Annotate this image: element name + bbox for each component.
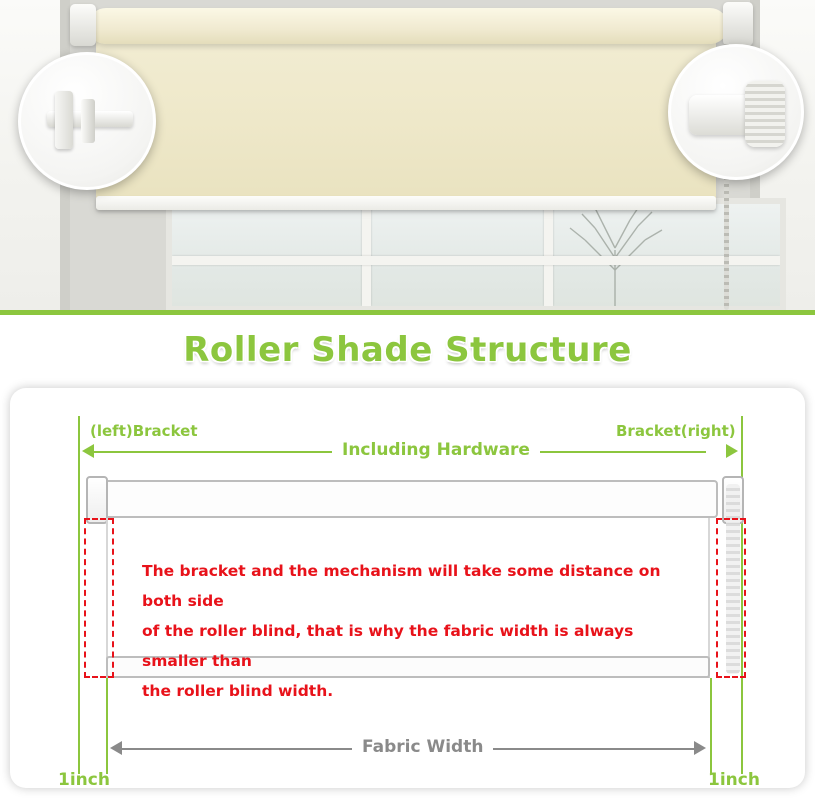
window-glass-area: [166, 198, 786, 312]
roller-end-cap-left: [70, 4, 96, 46]
label-including-hardware: Including Hardware: [332, 440, 540, 460]
guide-line-left-outer: [78, 416, 80, 774]
page-title: Roller Shade Structure: [183, 330, 632, 370]
left-bracket-closeup: [18, 52, 156, 190]
window-mullion-horizontal: [172, 256, 780, 265]
arrow-head-right: [726, 444, 738, 458]
section-divider: [0, 310, 815, 315]
right-inch-dashed-box: [716, 518, 746, 678]
arrow-head-right: [694, 741, 706, 755]
bracket-left-shape: [86, 476, 108, 524]
arrow-head-left: [82, 444, 94, 458]
note-line: of the roller blind, that is why the fabric width is always smaller than: [142, 622, 634, 670]
note-line: The bracket and the mechanism will take some distance on both side: [142, 562, 661, 610]
shade-bottom-bar: [96, 196, 716, 210]
shade-fabric: [96, 22, 716, 208]
structure-diagram: [10, 388, 805, 788]
roller-tube-outline: [98, 480, 718, 518]
label-inch-right: 1inch: [708, 770, 760, 790]
shade-roller-tube: [88, 8, 728, 44]
tree-icon: [540, 204, 690, 306]
guide-line-left-fabric: [106, 678, 108, 774]
product-photo: [0, 0, 815, 312]
label-inch-left: 1inch: [58, 770, 110, 790]
label-fabric-width: Fabric Width: [352, 737, 493, 757]
guide-line-right-fabric: [710, 678, 712, 774]
arrow-head-left: [110, 741, 122, 755]
window-mullion-vertical: [362, 204, 371, 306]
chain-wheel: [745, 81, 785, 147]
bracket-disc: [55, 91, 73, 149]
bracket-disc-secondary: [81, 99, 95, 143]
left-inch-dashed-box: [84, 518, 114, 678]
label-bracket-right: Bracket(right): [616, 422, 736, 440]
explanatory-note: [142, 556, 702, 706]
note-line: the roller blind width.: [142, 682, 334, 700]
right-bracket-mechanism-closeup: [668, 44, 804, 180]
window-mullion-vertical: [544, 204, 553, 306]
outdoor-view: [172, 204, 780, 306]
label-bracket-left: (left)Bracket: [90, 422, 198, 440]
